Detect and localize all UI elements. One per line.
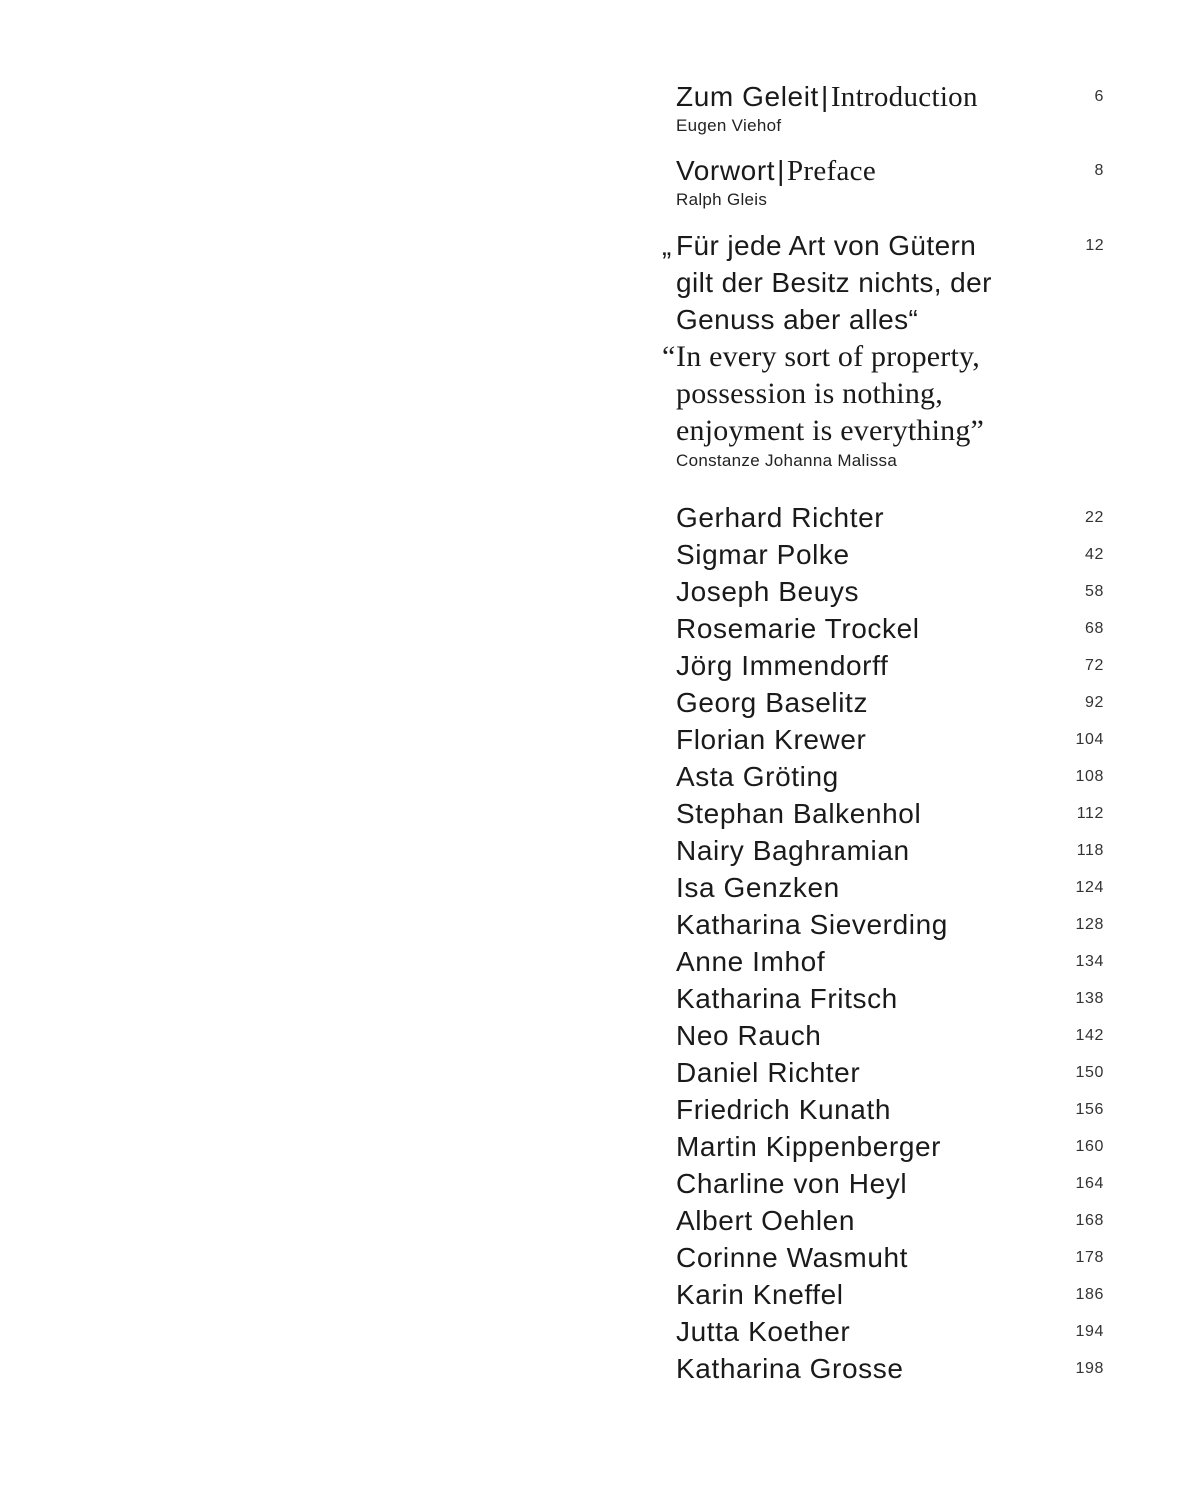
toc-entry-artist[interactable] — [676, 758, 1104, 795]
artist-name: Jörg Immendorff — [676, 650, 889, 681]
page-number: 160 — [1075, 1138, 1104, 1155]
artist-name: Gerhard Richter — [676, 502, 885, 533]
toc-entry-artist[interactable] — [676, 1276, 1104, 1313]
essay-title-german-line: Genuss aber alles“ — [676, 304, 919, 335]
toc-entry-artist[interactable] — [676, 832, 1104, 869]
toc-entry-artist[interactable] — [676, 499, 1104, 536]
page-number: 150 — [1075, 1064, 1104, 1081]
title-separator: | — [820, 81, 829, 112]
toc-entry-artist[interactable] — [676, 1054, 1104, 1091]
title-german: Vorwort — [676, 155, 776, 186]
essay-title-english-line: enjoyment is everything” — [676, 414, 985, 447]
artist-name: Georg Baselitz — [676, 687, 869, 718]
page-number: 72 — [1085, 657, 1104, 674]
title-english: Preface — [787, 155, 877, 187]
toc-entry-artist[interactable] — [676, 573, 1104, 610]
toc-entry-preface[interactable] — [676, 152, 1104, 211]
artist-name: Katharina Fritsch — [676, 983, 898, 1014]
page-number: 168 — [1075, 1212, 1104, 1229]
toc-entry-artist[interactable] — [676, 906, 1104, 943]
page-number: 68 — [1085, 620, 1104, 637]
entry-title — [676, 152, 1104, 189]
toc-entry-artist[interactable] — [676, 1165, 1104, 1202]
toc-entry-artist[interactable] — [676, 1313, 1104, 1350]
toc-entry-artist[interactable] — [676, 1350, 1104, 1387]
page-number: 118 — [1076, 842, 1104, 859]
toc-entry-artist[interactable] — [676, 1128, 1104, 1165]
artist-name: Asta Gröting — [676, 761, 839, 792]
artist-name: Katharina Sieverding — [676, 909, 948, 940]
page-number: 58 — [1085, 583, 1104, 600]
toc-entry-artist[interactable] — [676, 721, 1104, 758]
page-number: 198 — [1075, 1360, 1104, 1377]
opening-quote: “ — [662, 340, 676, 373]
artist-name: Karin Kneffel — [676, 1279, 844, 1310]
line-text: Für jede Art von Gütern — [676, 230, 977, 261]
toc-entry-artist[interactable] — [676, 1091, 1104, 1128]
artist-name: Daniel Richter — [676, 1057, 861, 1088]
page-number: 164 — [1075, 1175, 1104, 1192]
entry-title — [676, 78, 1104, 115]
artist-name: Martin Kippenberger — [676, 1131, 942, 1162]
artist-name: Sigmar Polke — [676, 539, 850, 570]
artist-name: Florian Krewer — [676, 724, 867, 755]
artist-name: Katharina Grosse — [676, 1353, 904, 1384]
toc-entry-introduction[interactable] — [676, 78, 1104, 137]
entry-author: Eugen Viehof — [676, 116, 782, 135]
page-number: 124 — [1075, 879, 1104, 896]
page-number: 134 — [1075, 953, 1104, 970]
artist-name: Albert Oehlen — [676, 1205, 856, 1236]
artist-name: Stephan Balkenhol — [676, 798, 922, 829]
page-number: 156 — [1075, 1101, 1104, 1118]
page-number: 142 — [1075, 1027, 1104, 1044]
artist-name: Charline von Heyl — [676, 1168, 908, 1199]
toc-entry-artist[interactable] — [676, 943, 1104, 980]
page-number: 92 — [1085, 694, 1104, 711]
artist-name: Neo Rauch — [676, 1020, 822, 1051]
toc-entry-artist[interactable] — [676, 1239, 1104, 1276]
page-number: 178 — [1075, 1249, 1104, 1266]
artist-name: Jutta Koether — [676, 1316, 851, 1347]
toc-entry-artist[interactable] — [676, 610, 1104, 647]
toc-entry-artist[interactable] — [676, 1017, 1104, 1054]
essay-title-german-line: gilt der Besitz nichts, der — [676, 267, 992, 298]
toc-entry-artist[interactable] — [676, 536, 1104, 573]
toc-entry-artist[interactable] — [676, 869, 1104, 906]
essay-title-english-line — [662, 338, 1104, 375]
page-number: 12 — [1085, 237, 1104, 254]
artist-list — [676, 499, 1104, 1387]
toc-entry-artist[interactable] — [676, 795, 1104, 832]
page-number: 186 — [1075, 1286, 1104, 1303]
artist-name: Friedrich Kunath — [676, 1094, 892, 1125]
essay-title-german-line — [662, 227, 1104, 264]
title-english: Introduction — [830, 81, 978, 113]
page-number: 128 — [1075, 916, 1104, 933]
artist-name: Joseph Beuys — [676, 576, 860, 607]
artist-name: Corinne Wasmuht — [676, 1242, 909, 1273]
artist-name: Rosemarie Trockel — [676, 613, 920, 644]
page-number: 138 — [1075, 990, 1104, 1007]
artist-name: Isa Genzken — [676, 872, 840, 903]
entry-author: Constanze Johanna Malissa — [676, 451, 898, 470]
page-number: 104 — [1075, 731, 1104, 748]
page-number: 42 — [1085, 546, 1104, 563]
page-number: 6 — [1094, 88, 1104, 105]
title-separator: | — [777, 155, 785, 186]
page-number: 8 — [1094, 162, 1104, 179]
page-number: 22 — [1085, 509, 1104, 526]
toc-entry-artist[interactable] — [676, 647, 1104, 684]
toc-entry-artist[interactable] — [676, 1202, 1104, 1239]
toc-entry-essay[interactable] — [662, 227, 1104, 472]
page-number: 108 — [1075, 768, 1104, 785]
title-german: Zum Geleit — [676, 81, 819, 112]
toc-entry-artist[interactable] — [676, 980, 1104, 1017]
artist-name: Nairy Baghramian — [676, 835, 910, 866]
opening-quote: „ — [662, 230, 672, 261]
page-number: 194 — [1075, 1323, 1104, 1340]
page-number: 112 — [1076, 805, 1104, 822]
line-text: In every sort of property, — [676, 340, 980, 373]
entry-author: Ralph Gleis — [676, 190, 768, 209]
artist-name: Anne Imhof — [676, 946, 826, 977]
toc-entry-artist[interactable] — [676, 684, 1104, 721]
essay-title-english-line: possession is nothing, — [676, 377, 943, 410]
